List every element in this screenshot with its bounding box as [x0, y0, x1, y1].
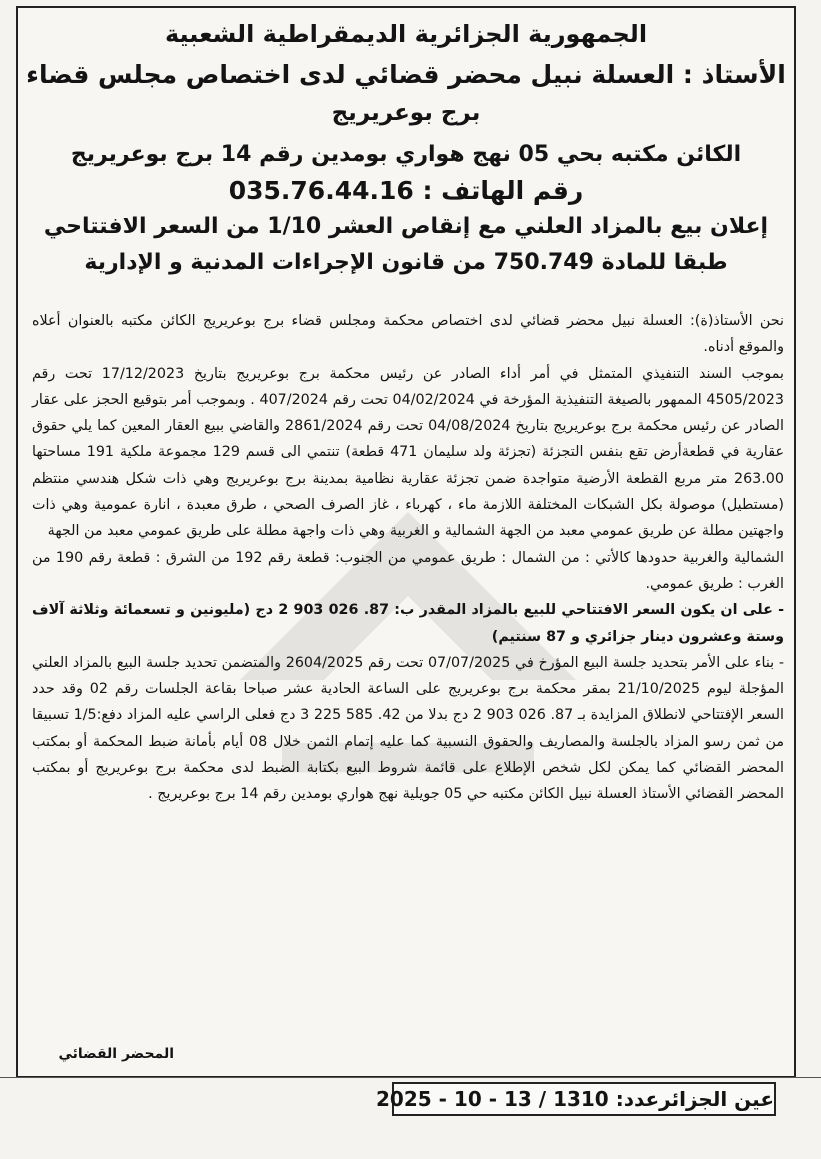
intro-paragraph: نحن الأستاذ(ة): العسلة نبيل محضر قضائي لدى اختصاص محكمة ومجلس قضاء برج بوعريريج الكائن مكتبه بالعنوان أعلاه والموقع أدناه. [32, 313, 784, 356]
announcement-body [32, 308, 784, 808]
signature-label: المحضر القضائي [58, 1046, 174, 1062]
opening-price-paragraph: - على ان يكون السعر الافتتاحي للبيع بالمزاد المقدر ب: 87. 026 903 2 دج (مليونين و تسعمائة وثلاثة آلاف وستة وعشرون دينار جزائري و 87 سنتيم) [32, 602, 785, 645]
court-city: برج بوعريريج [331, 100, 481, 126]
office-address: الكائن مكتبه بحي 05 نهج هواري بومدين رقم 14 برج بوعريريج [70, 142, 742, 167]
announcement-frame [16, 6, 796, 1078]
bailiff-title: الأستاذ : العسلة نبيل محضر قضائي لدى اختصاص مجلس قضاء [26, 60, 786, 89]
legal-reference: طبقا للمادة 750.749 من قانون الإجراءات المدنية و الإدارية [84, 250, 728, 275]
publication-stamp: عين الجزائرعدد: 1310 / 13 - 10 - 2025 [392, 1082, 776, 1116]
auction-session-paragraph: - بناء على الأمر بتحديد جلسة البيع المؤرخ في 07/07/2025 تحت رقم 2604/2025 والمتضمن تحديد جلسة البيع بالمزاد العلني المؤجلة ليوم 21/10/2025 بمقر محكمة برج بوعريريج على الساعة الحادية عشر صباحا بقاعة الجلسات رقم 02 وقد حدد السعر الإفتتاحي لانطلاق المزايدة بـ 87. 026 903 2 دج بدلا من 42. 585 225 3 دج فعلى الراسي عليه المزاد دفع:1/5 تسبيقا من ثمن رسو المزاد بالجلسة والمصاريف والحقوق النسبية كما عليه إتمام الثمن خلال 08 أيام بأمانة ضبط المحكمة أو بمكتب المحضر القضائي كما يمكن لكل شخص الإطلاع على قائمة شروط البيع بكتابة الضبط لدى محكمة برج بوعريريج أو بمكتب المحضر القضائي الأستاذ العسلة نبيل الكائن مكتبه حي 05 جويلية نهج هواري بومدين رقم 14 برج بوعريريج . [32, 654, 785, 803]
announcement-title: إعلان بيع بالمزاد العلني مع إنقاص العشر 1/10 من السعر الافتتاحي [43, 214, 769, 239]
republic-header: الجمهورية الجزائرية الديمقراطية الشعبية [164, 20, 648, 48]
phone-number: رقم الهاتف : 035.76.44.16 [228, 176, 584, 205]
boundaries-paragraph: الشمالية والغربية حدودها كالأتي : من الشمال : طريق عمومي من الجنوب: قطعة رقم 192 من الشرق : قطعة رقم 190 من الغرب : طريق عمومي. [32, 549, 784, 592]
divider-line [0, 1077, 821, 1078]
enforcement-paragraph: بموجب السند التنفيذي المتمثل في أمر أداء الصادر عن رئيس محكمة برج بوعريريج بتاريخ 17/12/2023 تحت رقم 4505/2023 الممهور بالصيغة التنفيذية المؤرخة في 04/02/2024 تحت رقم 407/2024 . وبموجب أمر بتوقيع الحجز على عقار الصادر عن رئيس محكمة برج بوعريريج بتاريخ 04/08/2024 تحت رقم 2861/2024 والقاضي ببيع العقار المعين كما يلي حقوق عقارية في قطعةأرض تقع بنفس التجزئة (تجزئة ولد سليمان 471 قطعة) تنتمي الى قسم 129 مجموعة ملكية 191 مساحتها 263.00 متر مربع القطعة الأرضية متواجدة ضمن تجزئة عقارية نظامية بمدينة برج بوعريريج وهي ذات شكل هندسي منتظم (مستطيل) موصولة بكل الشبكات المختلفة اللازمة ماء ، كهرباء ، غاز الصرف الصحي ، طرق معبدة ، انارة عمومية وهي ذات واجهتين مطلة عن طريق عمومي معبد من الجهة الشمالية و الغربية وهي ذات واجهة مطلة على طريق عمومي معبد من الجهة [32, 365, 785, 540]
